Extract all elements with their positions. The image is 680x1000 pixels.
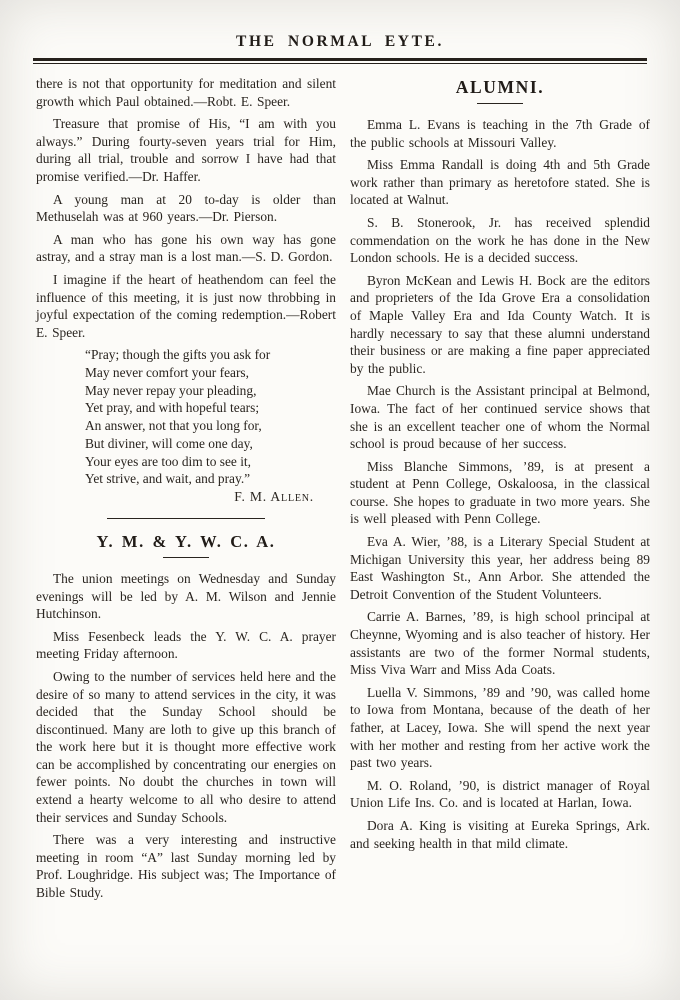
paragraph: A young man at 20 to-day is older than Methuselah was at 960 years.—Dr. Pierson. <box>36 191 336 225</box>
paragraph: I imagine if the heart of heathendom can feel the influence of this meeting, it is just now throbbing in joyful expectation of the coming redemption.—Robert E. Speer. <box>36 271 336 340</box>
masthead-title: THE NORMAL EYTE. <box>236 33 444 50</box>
paragraph: The union meetings on Wednesday and Sunday evenings will be led by A. M. Wilson and Jennie Hutchinson. <box>36 570 336 622</box>
poem-attribution: F. M. Allen. <box>234 488 314 504</box>
poem-line: Yet pray, and with hopeful tears; <box>85 400 260 416</box>
poem-line: May never comfort your fears, <box>85 365 249 381</box>
paragraph: Byron McKean and Lewis H. Bock are the editors and proprieters of the Ida Grove Era a consolidation of Maple Valley Era and Ida County Watch. It is hardly necessary to say that these alumni understand their business or are making a fine paper appreciated by the public. <box>350 272 650 376</box>
paragraph: Owing to the number of services held here and the desire of so many to attend services in the city, it was decided that the Sunday School should be discontinued. Many are loth to give up this branch of the work here but it is thought more effective work can be accomplished by concentrating our energies on fewer points. No doubt the churches in town will extend a hearty welcome to all who desire to attend their services and Sunday Schools. <box>36 668 336 825</box>
paragraph: Miss Fesenbeck leads the Y. W. C. A. prayer meeting Friday afternoon. <box>36 628 336 662</box>
paragraph: Miss Emma Randall is doing 4th and 5th Grade work rather than primary as heretofore stated. She is located at Walnut. <box>350 157 650 208</box>
paragraph: Dora A. King is visiting at Eureka Springs, Ark. and seeking health in that mild climate. <box>350 817 650 851</box>
paragraph: Carrie A. Barnes, ’89, is high school principal at Cheynne, Wyoming and is also teacher of history. Her assistants are two of the former Normal students, Miss Viva Warr and Miss Ada Coats. <box>350 609 650 678</box>
page-columns <box>0 64 680 907</box>
section-heading-ym-ywca: Y. M. & Y. W. C. A. <box>96 531 276 551</box>
poem-line: “Pray; though the gifts you ask for <box>85 347 271 363</box>
poem-line: Yet strive, and wait, and pray.” <box>85 471 251 487</box>
poem <box>85 346 336 488</box>
left-column <box>36 75 336 907</box>
right-column <box>350 75 650 907</box>
paragraph: M. O. Roland, ’90, is district manager of Royal Union Life Ins. Co. and is located at Harlan, Iowa. <box>350 777 650 811</box>
article-divider-rule <box>107 518 265 519</box>
paragraph: There was a very interesting and instructive meeting in room “A” last Sunday morning led by Prof. Loughridge. His subject was; The Importance of Bible Study. <box>36 832 336 901</box>
poem-line: Your eyes are too dim to see it, <box>85 453 251 469</box>
paragraph: S. B. Stonerook, Jr. has received splendid commendation on the work he has done in the New London schools. He is a decided success. <box>350 214 650 266</box>
heading-underline-dash <box>163 557 209 558</box>
section-heading-alumni: ALUMNI. <box>455 77 545 97</box>
paragraph: Emma L. Evans is teaching in the 7th Grade of the public schools at Missouri Valley. <box>350 117 650 150</box>
paragraph: Luella V. Simmons, ’89 and ’90, was called home to Iowa from Montana, because of the death of her father, at Lacey, Iowa. She will spend the next year with her mother and resting from her active work the past two years. <box>350 684 650 771</box>
paragraph: A man who has gone his own way has gone astray, and a stray man is a lost man.—S. D. Gordon. <box>36 231 336 265</box>
paragraph: Treasure that promise of His, “I am with you always.” During fourty-seven years trial for Him, during all trial, trouble and sorrow I have had that promise verified.—Dr. Haffer. <box>36 116 336 184</box>
paragraph: there is not that opportunity for meditation and silent growth which Paul obtained.—Robt. E. Speer. <box>36 76 336 109</box>
poem-line: May never repay your pleading, <box>85 382 257 398</box>
poem-line: But diviner, will come one day, <box>85 435 253 451</box>
paragraph: Eva A. Wier, ’88, is a Literary Special Student at Michigan University this year, her address being 89 East Washington St., Ann Arbor. She attended the Detroit Convention of the Student Volunteers. <box>350 534 650 602</box>
poem-line: An answer, not that you long for, <box>85 418 262 434</box>
paragraph: Miss Blanche Simmons, ’89, is at present a student at Penn College, Oskaloosa, in the classical course. She hopes to graduate in two more years. She is well pleased with Penn College. <box>350 458 650 527</box>
heading-underline-dash <box>477 103 523 104</box>
paragraph: Mae Church is the Assistant principal at Belmond, Iowa. The fact of her continued service shows that she is an excellent teacher one of whom the Normal school is proud because of her success. <box>350 383 650 452</box>
